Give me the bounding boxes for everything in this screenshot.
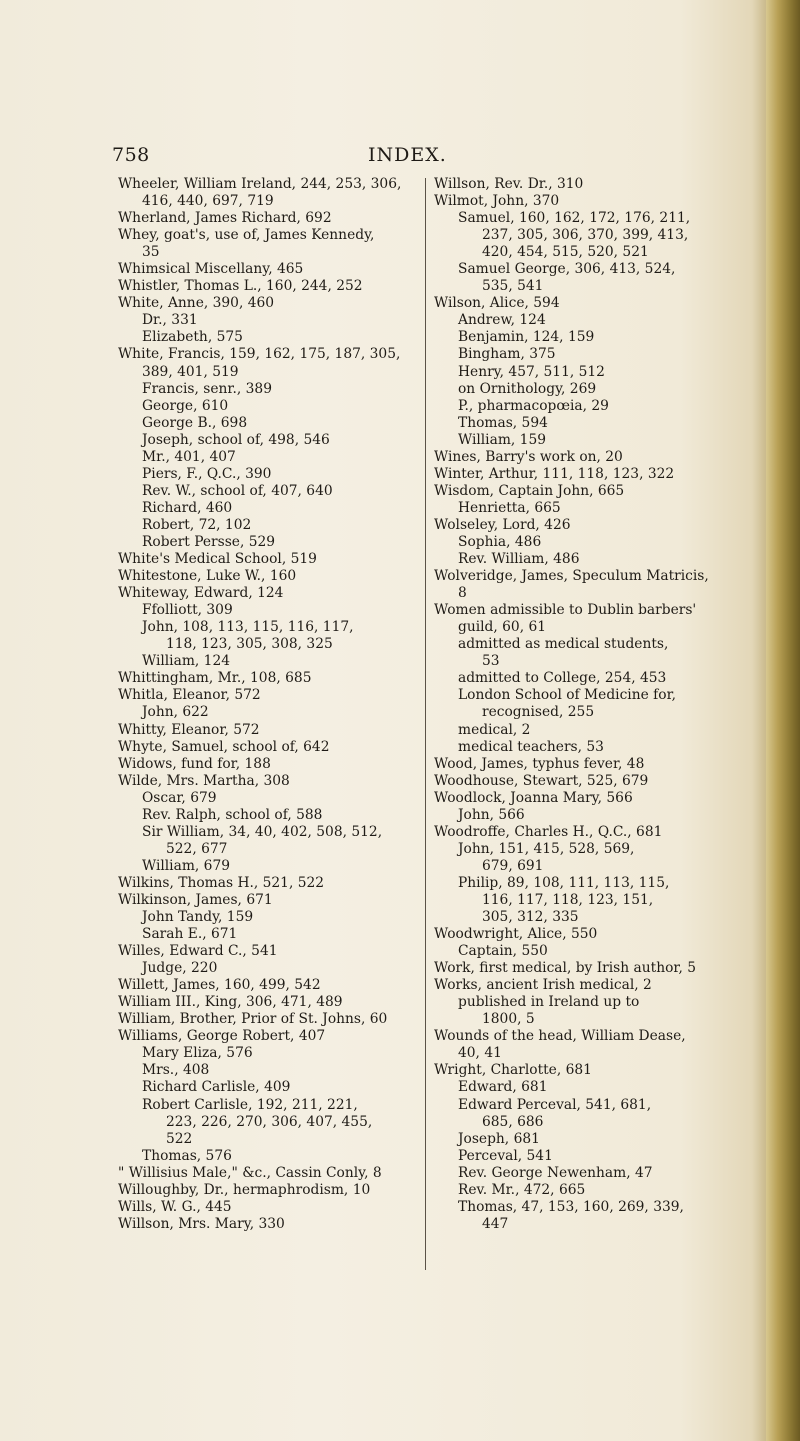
index-entry-line: Rev. George Newenham, 47 [458, 1164, 653, 1181]
index-subentry [118, 517, 418, 534]
index-entry-line: Bingham, 375 [458, 346, 556, 363]
index-entry [434, 960, 734, 977]
index-entry-line: Wilde, Mrs. Martha, 308 [118, 772, 290, 789]
index-entry-line: Philip, 89, 108, 111, 113, 115, [458, 874, 670, 891]
index-subentry [118, 926, 418, 943]
index-subentry [434, 381, 734, 398]
index-subentry [434, 398, 734, 415]
index-entry-line: William, 679 [142, 857, 231, 874]
book-spine-edge [766, 0, 800, 1441]
index-entry-line: 389, 401, 519 [142, 363, 239, 380]
index-entry-line: Mary Eliza, 576 [142, 1045, 253, 1062]
index-entry-line: Widows, fund for, 188 [118, 755, 271, 772]
index-subentry [434, 551, 734, 568]
index-entry [434, 449, 734, 466]
index-entry-line: Robert, 72, 102 [142, 516, 252, 533]
index-entry-line: William III., King, 306, 471, 489 [118, 994, 343, 1011]
index-entry [118, 346, 418, 380]
index-subentry [118, 824, 418, 858]
index-entry-line: John, 108, 113, 115, 116, 117, [142, 619, 354, 636]
index-entry-line: 116, 117, 118, 123, 151, [482, 891, 654, 908]
index-entry-line: Elizabeth, 575 [142, 329, 243, 346]
index-entry-line: Rev. W., school of, 407, 640 [142, 482, 333, 499]
index-entry [434, 824, 734, 841]
index-entry-line: Wisdom, Captain John, 665 [434, 482, 625, 499]
index-subentry [434, 534, 734, 551]
index-subentry [434, 432, 734, 449]
index-entry-line: Sir William, 34, 40, 402, 508, 512, [142, 823, 383, 840]
index-entry [434, 568, 734, 602]
index-entry-line: 118, 123, 305, 308, 325 [166, 636, 333, 653]
index-entry-line: Sophia, 486 [458, 533, 542, 550]
index-entry-line: White's Medical School, 519 [118, 551, 317, 568]
index-entry-line: Samuel, 160, 162, 172, 176, 211, [458, 210, 691, 227]
index-entry [118, 1165, 418, 1182]
index-entry [434, 790, 734, 807]
index-entry-line: Willson, Mrs. Mary, 330 [118, 1215, 285, 1232]
index-entry-line: guild, 60, 61 [458, 619, 547, 636]
index-entry-line: Willes, Edward C., 541 [118, 943, 278, 960]
index-entry-line: Robert Carlisle, 192, 211, 221, [142, 1096, 358, 1113]
index-entry-line: Edward Perceval, 541, 681, [458, 1096, 652, 1113]
index-subentry [118, 432, 418, 449]
index-entry-line: P., pharmacopœia, 29 [458, 397, 609, 414]
index-entry-line: Thomas, 47, 153, 160, 269, 339, [458, 1198, 684, 1215]
index-subentry [434, 943, 734, 960]
index-subentry [118, 807, 418, 824]
index-subentry [118, 329, 418, 346]
index-entry-line: Captain, 550 [458, 943, 548, 960]
index-entry [434, 926, 734, 943]
index-entry-line: Wines, Barry's work on, 20 [434, 448, 623, 465]
index-entry-line: Francis, senr., 389 [142, 380, 272, 397]
index-subentry [118, 1062, 418, 1079]
index-subentry [434, 1079, 734, 1096]
index-subentry [434, 1148, 734, 1165]
index-entry [118, 739, 418, 756]
index-subentry [118, 1079, 418, 1096]
index-column-right [434, 176, 734, 1233]
index-entry-line: 237, 305, 306, 370, 399, 413, [482, 227, 689, 244]
index-entry-line: Wilkins, Thomas H., 521, 522 [118, 874, 325, 891]
index-subentry [434, 415, 734, 432]
index-subentry [118, 790, 418, 807]
index-entry-line: John Tandy, 159 [142, 909, 254, 926]
index-entry-line: Wolveridge, James, Speculum Matricis, [434, 568, 709, 585]
index-entry [434, 517, 734, 534]
index-entry [434, 977, 734, 994]
index-entry [118, 875, 418, 892]
index-subentry [434, 210, 734, 261]
index-entry-line: Piers, F., Q.C., 390 [142, 465, 272, 482]
index-entry-line: Whimsical Miscellany, 465 [118, 261, 304, 278]
index-entry [118, 994, 418, 1011]
index-entry [434, 756, 734, 773]
index-entry [434, 602, 734, 636]
index-entry-line: White, Francis, 159, 162, 175, 187, 305, [118, 346, 401, 363]
index-entry-line: Dr., 331 [142, 312, 198, 329]
index-entry-line: Wills, W. G., 445 [118, 1198, 232, 1215]
index-subentry [118, 619, 418, 653]
index-subentry [118, 500, 418, 517]
index-entry [118, 1216, 418, 1233]
index-entry-line: Mr., 401, 407 [142, 448, 236, 465]
index-subentry [118, 602, 418, 619]
index-entry [118, 568, 418, 585]
index-entry-line: Whittingham, Mr., 108, 685 [118, 670, 312, 687]
index-subentry [118, 653, 418, 670]
index-entry-line: Women admissible to Dublin barbers' [434, 602, 697, 619]
index-subentry [434, 1131, 734, 1148]
index-subentry [118, 1045, 418, 1062]
index-subentry [434, 670, 734, 687]
index-entry-line: 1800, 5 [482, 1011, 535, 1028]
index-entry [118, 773, 418, 790]
index-entry-line: Whitty, Eleanor, 572 [118, 721, 260, 738]
index-entry-line: Whyte, Samuel, school of, 642 [118, 738, 330, 755]
index-entry [118, 892, 418, 909]
index-entry [434, 1062, 734, 1079]
index-entry-line: Ffolliott, 309 [142, 602, 233, 619]
index-entry-line: Willson, Rev. Dr., 310 [434, 176, 584, 192]
index-entry-line: medical teachers, 53 [458, 738, 604, 755]
index-entry-line: medical, 2 [458, 721, 531, 738]
index-entry [118, 551, 418, 568]
index-entry-line: Work, first medical, by Irish author, 5 [434, 960, 697, 977]
index-entry-line: Oscar, 679 [142, 789, 217, 806]
index-subentry [434, 875, 734, 926]
index-entry-line: admitted as medical students, [458, 636, 669, 653]
index-entry-line: Winter, Arthur, 111, 118, 123, 322 [434, 465, 675, 482]
index-entry-line: admitted to College, 254, 453 [458, 670, 667, 687]
index-entry [118, 943, 418, 960]
page-number: 758 [112, 144, 150, 166]
index-entry-line: Willoughby, Dr., hermaphrodism, 10 [118, 1181, 371, 1198]
index-subentry [434, 312, 734, 329]
index-subentry [434, 1097, 734, 1131]
index-entry-line: London School of Medicine for, [458, 687, 677, 704]
index-entry [434, 483, 734, 500]
index-entry-line: Wheeler, William Ireland, 244, 253, 306, [118, 176, 402, 192]
index-entry-line: Wounds of the head, William Dease, [434, 1028, 686, 1045]
index-entry-line: Edward, 681 [458, 1079, 548, 1096]
index-entry-line: 223, 226, 270, 306, 407, 455, [166, 1113, 373, 1130]
index-subentry [118, 466, 418, 483]
index-entry-line: Richard Carlisle, 409 [142, 1079, 291, 1096]
index-entry [118, 687, 418, 704]
index-entry-line: Woodhouse, Stewart, 525, 679 [434, 772, 649, 789]
index-subentry [434, 739, 734, 756]
column-divider [425, 178, 426, 1270]
index-entry [118, 210, 418, 227]
index-subentry [118, 312, 418, 329]
index-entry-line: William, 159 [458, 431, 547, 448]
index-entry-line: Joseph, school of, 498, 546 [142, 431, 330, 448]
index-column-left [118, 176, 418, 1233]
index-entry [434, 176, 734, 193]
index-entry-line: 522, 677 [166, 840, 228, 857]
index-subentry [434, 1165, 734, 1182]
index-entry [118, 1182, 418, 1199]
index-entry [118, 1199, 418, 1216]
index-entry-line: 40, 41 [458, 1045, 502, 1062]
index-entry [118, 1028, 418, 1045]
index-entry-line: Perceval, 541 [458, 1147, 553, 1164]
index-entry-line: 305, 312, 335 [482, 909, 579, 926]
index-entry-line: Rev. William, 486 [458, 551, 580, 568]
index-entry-line: Henry, 457, 511, 512 [458, 363, 605, 380]
index-entry [118, 227, 418, 261]
index-entry-line: George B., 698 [142, 414, 248, 431]
index-entry [434, 1028, 734, 1062]
index-entry-line: 679, 691 [482, 857, 544, 874]
index-entry-line: recognised, 255 [482, 704, 595, 721]
index-entry-line: Whitestone, Luke W., 160 [118, 568, 297, 585]
index-entry-line: White, Anne, 390, 460 [118, 295, 275, 312]
index-entry-line: Woodroffe, Charles H., Q.C., 681 [434, 823, 663, 840]
index-subentry [434, 346, 734, 363]
index-entry [118, 176, 418, 210]
index-entry-line: Wilmot, John, 370 [434, 193, 560, 210]
running-head: INDEX. [368, 144, 447, 166]
index-entry-line: Wood, James, typhus fever, 48 [434, 755, 645, 772]
index-entry-line: Judge, 220 [142, 960, 218, 977]
index-subentry [434, 261, 734, 295]
index-subentry [118, 398, 418, 415]
index-entry-line: John, 151, 415, 528, 569, [458, 840, 635, 857]
index-subentry [118, 381, 418, 398]
index-entry [434, 466, 734, 483]
index-entry-line: Wherland, James Richard, 692 [118, 210, 332, 227]
index-subentry [434, 329, 734, 346]
index-subentry [118, 704, 418, 721]
index-entry [118, 278, 418, 295]
index-entry-line: Thomas, 576 [142, 1147, 232, 1164]
index-subentry [434, 841, 734, 875]
index-entry-line: Robert Persse, 529 [142, 533, 276, 550]
index-entry [118, 585, 418, 602]
index-subentry [434, 1199, 734, 1233]
index-entry-line: Whiteway, Edward, 124 [118, 585, 284, 602]
index-subentry [434, 807, 734, 824]
index-entry-line: Williams, George Robert, 407 [118, 1028, 326, 1045]
index-entry [118, 722, 418, 739]
index-subentry [434, 364, 734, 381]
index-subentry [434, 687, 734, 721]
index-entry [434, 193, 734, 210]
index-entry-line: Whitla, Eleanor, 572 [118, 687, 261, 704]
index-entry-line: Whey, goat's, use of, James Kennedy, [118, 227, 375, 244]
index-subentry [118, 534, 418, 551]
index-entry [434, 295, 734, 312]
index-entry-line: 53 [482, 653, 500, 670]
index-subentry [434, 722, 734, 739]
index-entry-line: Rev. Ralph, school of, 588 [142, 806, 323, 823]
index-entry-line: Wolseley, Lord, 426 [434, 516, 571, 533]
index-entry [434, 773, 734, 790]
index-entry-line: on Ornithology, 269 [458, 380, 597, 397]
index-entry-line: Andrew, 124 [458, 312, 546, 329]
index-subentry [118, 909, 418, 926]
index-entry-line: " Willisius Male," &c., Cassin Conly, 8 [118, 1164, 382, 1181]
index-entry-line: John, 566 [458, 806, 525, 823]
index-entry-line: George, 610 [142, 397, 229, 414]
index-entry-line: William, 124 [142, 653, 231, 670]
index-entry-line: William, Brother, Prior of St. Johns, 60 [118, 1011, 388, 1028]
index-subentry [434, 994, 734, 1028]
index-entry-line: 522 [166, 1130, 193, 1147]
index-subentry [118, 1097, 418, 1148]
index-entry-line: 447 [482, 1215, 509, 1232]
index-entry-line: Mrs., 408 [142, 1062, 210, 1079]
index-entry-line: 535, 541 [482, 278, 544, 295]
index-entry [118, 670, 418, 687]
index-entry-line: published in Ireland up to [458, 994, 640, 1011]
index-subentry [118, 415, 418, 432]
index-subentry [118, 858, 418, 875]
index-subentry [118, 1148, 418, 1165]
index-entry [118, 261, 418, 278]
index-entry-line: Samuel George, 306, 413, 524, [458, 261, 676, 278]
index-entry-line: Willett, James, 160, 499, 542 [118, 977, 321, 994]
index-entry-line: Wright, Charlotte, 681 [434, 1062, 592, 1079]
index-entry-line: Whistler, Thomas L., 160, 244, 252 [118, 278, 363, 295]
index-entry-line: 685, 686 [482, 1113, 544, 1130]
index-entry-line: 416, 440, 697, 719 [142, 193, 274, 210]
index-entry [118, 295, 418, 312]
index-subentry [434, 636, 734, 670]
index-entry [118, 1011, 418, 1028]
index-entry-line: Richard, 460 [142, 499, 233, 516]
index-subentry [118, 449, 418, 466]
index-entry-line: Henrietta, 665 [458, 499, 561, 516]
index-entry-line: 35 [142, 244, 160, 261]
index-subentry [118, 483, 418, 500]
index-entry-line: Woodwright, Alice, 550 [434, 926, 598, 943]
index-subentry [434, 1182, 734, 1199]
index-entry-line: John, 622 [142, 704, 209, 721]
index-subentry [118, 960, 418, 977]
index-entry-line: Works, ancient Irish medical, 2 [434, 977, 652, 994]
index-entry [118, 756, 418, 773]
index-entry-line: Joseph, 681 [458, 1130, 540, 1147]
index-entry [118, 977, 418, 994]
index-entry-line: Sarah E., 671 [142, 926, 238, 943]
index-entry-line: Benjamin, 124, 159 [458, 329, 595, 346]
index-entry-line: Wilson, Alice, 594 [434, 295, 560, 312]
index-entry-line: Rev. Mr., 472, 665 [458, 1181, 586, 1198]
index-entry-line: 8 [458, 585, 467, 602]
index-entry-line: Thomas, 594 [458, 414, 548, 431]
index-entry-line: Woodlock, Joanna Mary, 566 [434, 789, 633, 806]
index-entry-line: Wilkinson, James, 671 [118, 891, 273, 908]
index-subentry [434, 500, 734, 517]
index-entry-line: 420, 454, 515, 520, 521 [482, 244, 649, 261]
